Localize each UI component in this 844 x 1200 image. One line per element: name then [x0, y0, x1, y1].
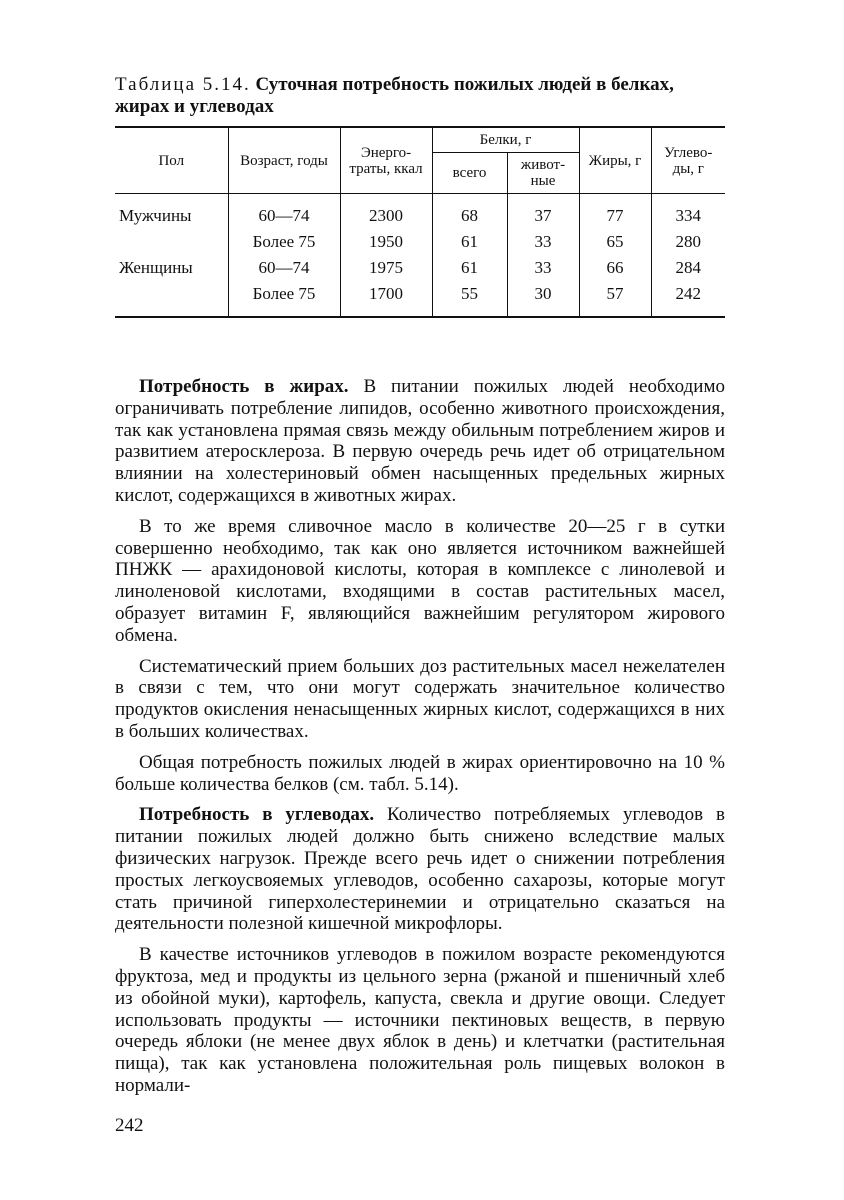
- cell-carbs: 242: [651, 280, 725, 317]
- cell-energy: 1700: [340, 280, 432, 317]
- table-row: [115, 280, 725, 317]
- paragraph-heading: Потребность в жирах.: [139, 376, 349, 397]
- table-row: [115, 228, 725, 254]
- header-protein-animal: живот-ные: [507, 153, 579, 194]
- paragraph: [115, 376, 725, 507]
- cell-sex: [115, 228, 228, 254]
- cell-sex: [115, 280, 228, 317]
- cell-sex: Женщины: [119, 257, 193, 277]
- header-carbs: Углево-ды, г: [651, 127, 725, 194]
- paragraph-heading: Потребность в углеводах.: [139, 804, 375, 826]
- paragraph-text: Общая потребность пожилых людей в жирах ориентировочно на 10 % больше количества белков (см. табл. 5.14).: [115, 751, 725, 795]
- cell-protein-animal: 33: [507, 254, 579, 280]
- header-sex: Пол: [115, 127, 228, 194]
- cell-carbs: 334: [651, 194, 725, 229]
- table-caption-title: Суточная потребность пожилых людей в белках, жирах и углеводах: [115, 74, 674, 117]
- cell-protein-animal: 37: [507, 194, 579, 229]
- header-protein-total: всего: [432, 153, 507, 194]
- table-caption-label: Таблица 5.14.: [115, 74, 251, 95]
- cell-age: Более 75: [228, 228, 340, 254]
- cell-protein-animal: 30: [507, 280, 579, 317]
- paragraph: [115, 944, 725, 1097]
- cell-protein-total: 61: [432, 228, 507, 254]
- cell-protein-total: 68: [432, 194, 507, 229]
- page-number: 242: [115, 1115, 144, 1136]
- cell-sex: Мужчины: [119, 205, 192, 225]
- cell-carbs: 280: [651, 228, 725, 254]
- cell-age: 60—74: [228, 194, 340, 229]
- cell-fat: 77: [579, 194, 651, 229]
- cell-protein-total: 55: [432, 280, 507, 317]
- header-fat: Жиры, г: [579, 127, 651, 194]
- paragraph-text: В то же время сливочное масло в количестве 20—25 г в сутки совершенно необходимо, так как оно является источником важнейшей ПНЖК — арахидоновой кислоты, которая в комплексе с линолевой и линоленовой кислотами, входящими в состав растительных масел, образует витамин F, являющийся важнейшим регулятором жирового обмена.: [115, 515, 725, 646]
- cell-fat: 57: [579, 280, 651, 317]
- paragraph-text: Систематический прием больших доз растительных масел нежелателен в связи с тем, что они могут содержать значительное количество продуктов окисления ненасыщенных жирных кислот, содержащихся в них в больших количествах.: [115, 655, 725, 742]
- paragraph-text: В качестве источников углеводов в пожилом возрасте рекомендуются фруктоза, мед и продукты из цельного зерна (ржаной и пшеничный хлеб из обойной муки), картофель, капуста, свекла и другие овощи. Следует использовать продукты — источники пектиновых веществ, в первую очередь яблоки (не менее двух яблок в день) и клетчатки (растительная пища), так как установлена положительная роль пищевых волокон в нормали-: [115, 944, 725, 1096]
- header-protein: Белки, г: [432, 127, 579, 153]
- cell-energy: 1975: [340, 254, 432, 280]
- paragraph-text: Количество потребляемых углеводов в питании пожилых людей должно быть снижено вследствие малых физических нагрузок. Прежде всего речь идет о снижении потребления простых легкоусвояемых углеводов, особенно сахарозы, которые могут стать причиной гиперхолестеринемии и отрицательно сказаться на деятельности полезной кишечной микрофлоры.: [115, 804, 725, 935]
- table-caption: [115, 74, 725, 118]
- body-text: [115, 376, 725, 1106]
- cell-fat: 66: [579, 254, 651, 280]
- cell-energy: 2300: [340, 194, 432, 229]
- cell-protein-total: 61: [432, 254, 507, 280]
- table-row: [115, 194, 725, 229]
- table-row: [115, 254, 725, 280]
- cell-protein-animal: 33: [507, 228, 579, 254]
- paragraph: [115, 752, 725, 796]
- nutrition-table: [115, 126, 725, 318]
- header-energy: Энерго-траты, ккал: [340, 127, 432, 194]
- cell-age: Более 75: [228, 280, 340, 317]
- cell-carbs: 284: [651, 254, 725, 280]
- paragraph: [115, 804, 725, 935]
- cell-energy: 1950: [340, 228, 432, 254]
- paragraph-text: В питании пожилых людей необходимо ограничивать потребление липидов, особенно животного происхождения, так как установлена прямая связь между обильным потреблением жиров и развитием атеросклероза. В первую очередь речь идет об отрицательном влиянии на холестериновый обмен насыщенных предельных жирных кислот, содержащихся в животных жирах.: [115, 376, 725, 506]
- paragraph: [115, 516, 725, 647]
- paragraph: [115, 656, 725, 743]
- header-age: Возраст, годы: [228, 127, 340, 194]
- cell-age: 60—74: [228, 254, 340, 280]
- cell-fat: 65: [579, 228, 651, 254]
